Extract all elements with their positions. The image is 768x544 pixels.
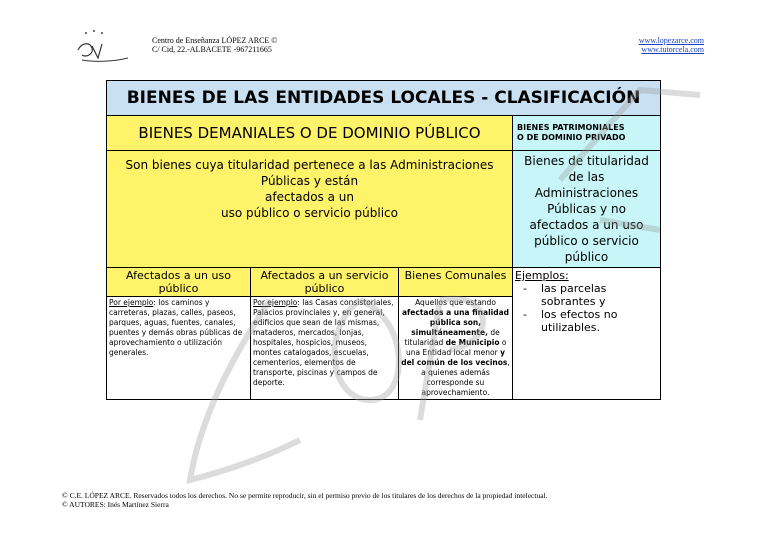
comunales-heading: Bienes Comunales (399, 268, 513, 297)
text-span: Aquellos que estando (415, 298, 496, 307)
text-span: o una Entidad local menor (406, 338, 507, 357)
example-label: Por ejemplo (253, 298, 298, 307)
servicio-publico-heading: Afectados a un servicio público (251, 268, 399, 297)
demaniales-definition-line2: Públicas y están (260, 174, 359, 188)
servicio-publico-examples (251, 297, 399, 400)
website-links (639, 36, 704, 54)
demaniales-definition-line1: Son bienes cuya titularidad pertenece a las Administraciones (125, 158, 494, 172)
patrimoniales-examples (513, 268, 661, 400)
example-text: : los caminos y carreteras, plazas, calles, paseos, parques, aguas, fuentes, canales, puentes y demás obras públicas de aprovechamiento o utilización generales. (109, 298, 243, 357)
patrimoniales-heading-line2: O DE DOMINIO PRIVADO (517, 133, 626, 142)
website-link-tutorcela[interactable]: www.tutorcela.com (641, 45, 704, 54)
demaniales-definition-line4: uso público o servicio público (221, 206, 398, 220)
uso-publico-examples (107, 297, 251, 400)
example-label: Por ejemplo (109, 298, 154, 307)
text-span: , a quienes además corresponde su aprovechamiento. (421, 358, 510, 397)
demaniales-heading: BIENES DEMANIALES O DE DOMINIO PÚBLICO (107, 116, 513, 151)
patrimoniales-heading (513, 116, 661, 151)
table-title: BIENES DE LAS ENTIDADES LOCALES - CLASIFICACIÓN (107, 81, 661, 116)
uso-publico-heading: Afectados a un uso público (107, 268, 251, 297)
text-span: de titularidad (404, 328, 500, 347)
website-link-lopezarce[interactable]: www.lopezarce.com (638, 36, 704, 45)
comunales-definition (399, 297, 513, 400)
school-address: C/ Cid, 22.-ALBACETE -967211665 (152, 45, 272, 54)
patrimoniales-heading-line1: BIENES PATRIMONIALES (517, 123, 625, 132)
example-item: - las parcelas sobrantes y (541, 282, 658, 308)
school-header (152, 36, 277, 54)
demaniales-definition-line3: afectados a un (264, 190, 355, 204)
copyright-notice: © C.E. LÓPEZ ARCE. Reservados todos los derechos. No se permite reproducir, sin el permiso previo de los titulares de los derechos de la propiedad intelectual. (62, 491, 548, 500)
demaniales-definition (107, 151, 513, 268)
classification-table (106, 80, 661, 400)
bold-span: y del común de los vecinos (401, 348, 508, 367)
patrimoniales-definition: Bienes de titularidad de las Administraciones Públicas y no afectados a un uso público o servicio público (513, 151, 661, 268)
bold-span: de Municipio (445, 338, 500, 347)
authors-notice: © AUTORES: Inés Martínez Sierra (62, 500, 169, 509)
bold-span: afectados a una finalidad pública son, simultáneamente, (401, 308, 510, 337)
examples-label: Ejemplos: (515, 269, 569, 282)
example-item: - los efectos no utilizables. (541, 308, 658, 334)
school-logo-icon (72, 28, 132, 66)
school-name: Centro de Enseñanza LÓPEZ ARCE © (152, 36, 278, 45)
example-text: : las Casas consistoriales, Palacios provinciales y, en general, edificios que sean de las mismas, mataderos, mercados, lonjas, hospitales, hospicios, museos, montes catalogados, escuelas, cementerios, elementos de transporte, piscinas y campos de deporte. (253, 298, 394, 387)
footer (62, 491, 548, 509)
